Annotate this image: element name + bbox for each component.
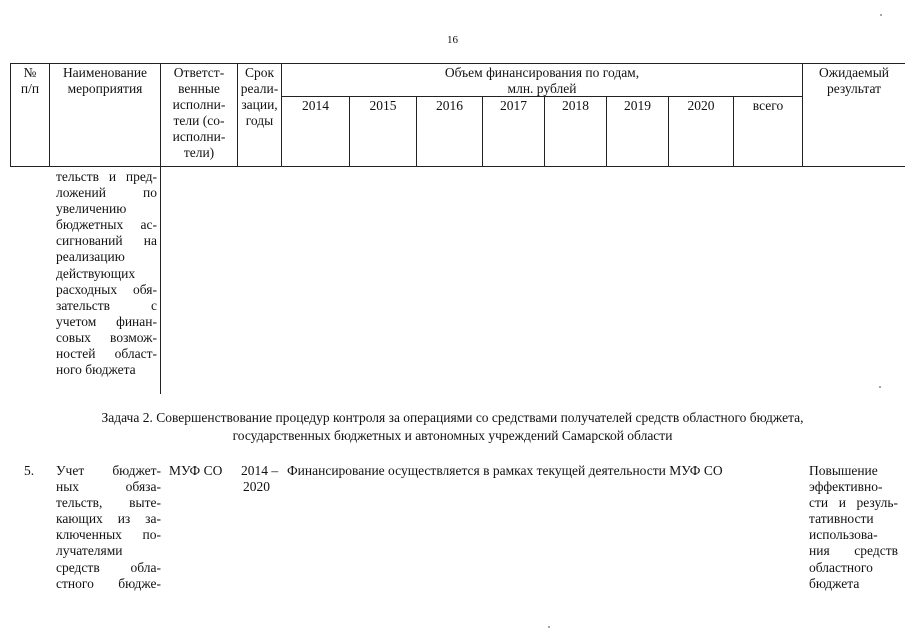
header-result: Ожидаемый результат <box>819 65 889 96</box>
scan-speck <box>879 386 881 388</box>
header-year-2016: 2016 <box>436 98 463 113</box>
header-funding: Объем финансирования по годам, млн. рублей <box>444 65 640 96</box>
continued-item-name: тельств и пред- ложений по увеличению бюджетных ас- сигнований на реализацию действующих расходных обя- зательств с учетом финан- совых возмож- ностей област- ного бюджета <box>56 169 157 378</box>
header-term: Срок реали- зации, годы <box>240 65 279 128</box>
task-heading: Задача 2. Совершенствование процедур контроля за операциями со средствами получателей средств областного бюджета, государственных бюджетных и автономных учреждений Самарской области <box>101 410 804 443</box>
item5-term: 2014 – 2020 <box>241 463 279 495</box>
header-year-2017: 2017 <box>500 98 527 113</box>
item5-responsible: МУФ СО <box>169 463 223 478</box>
header-num: № п/п <box>20 65 40 96</box>
header-total: всего <box>752 98 784 113</box>
header-year-2014: 2014 <box>302 98 329 113</box>
header-year-2018: 2018 <box>562 98 589 113</box>
scan-speck <box>548 626 550 628</box>
header-name: Наименование мероприятия <box>62 65 148 96</box>
item5-name: Учет бюджет- ных обяза- тельств, выте- кающих из за- ключенных по- лучателями средств обла- стного бюдже- <box>56 463 161 591</box>
header-year-2015: 2015 <box>369 98 397 113</box>
header-year-2019: 2019 <box>624 98 651 113</box>
item5-number: 5. <box>24 463 35 478</box>
header-responsible: Ответст- венные исполни- тели (со- исполни- тели) <box>172 65 226 160</box>
scan-speck <box>880 14 882 16</box>
item5-funding-note: Финансирование осуществляется в рамках текущей деятельности МУФ СО <box>287 463 723 478</box>
header-year-2020: 2020 <box>687 98 715 113</box>
page-number: 16 <box>447 34 458 46</box>
item5-expected-result: Повышение эффективно- сти и резуль- тативности использова- ния средств областного бюджета <box>809 463 898 591</box>
